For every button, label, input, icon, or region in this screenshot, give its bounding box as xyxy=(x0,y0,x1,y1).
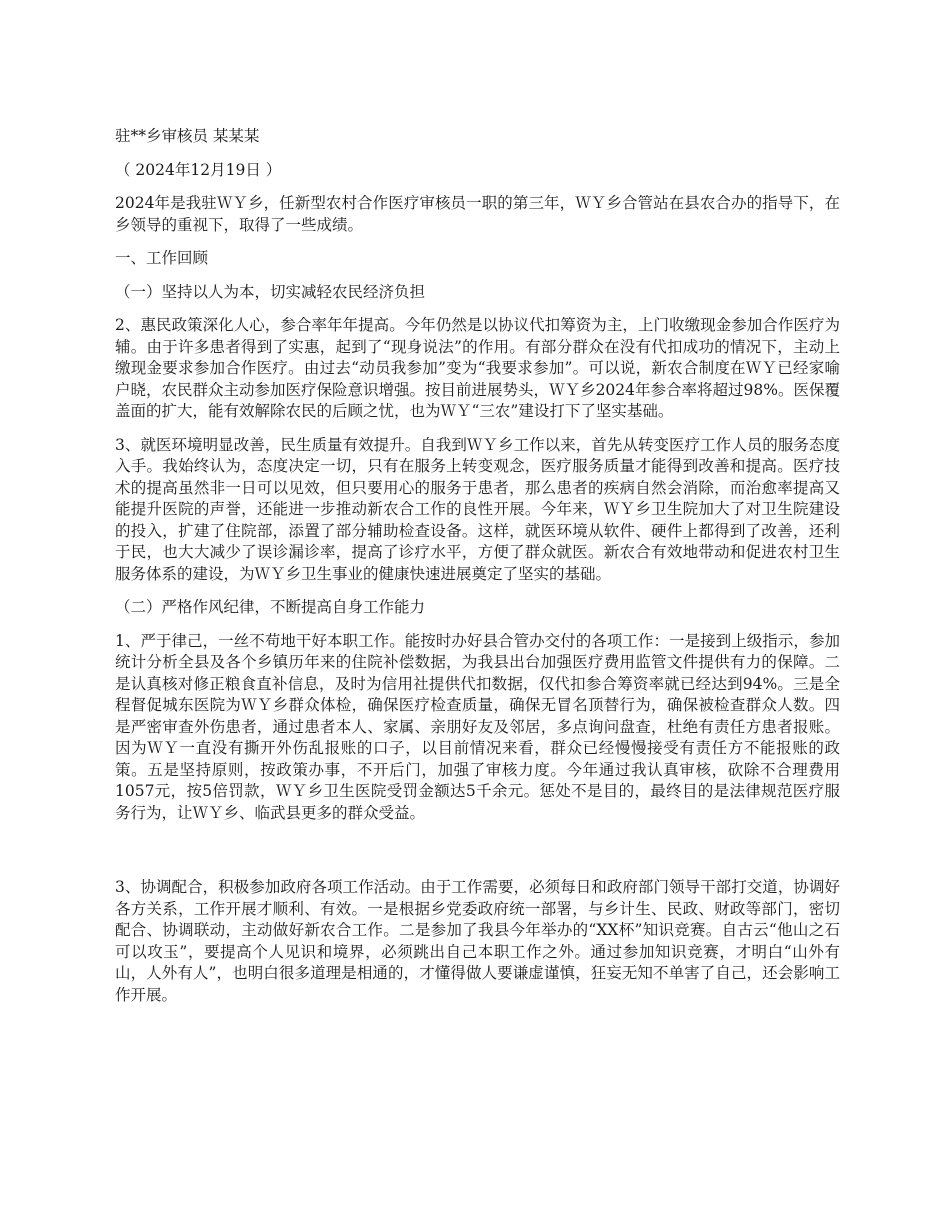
paragraph-medical-environment: 3、就医环境明显改善，民生质量有效提升。自我到ＷＹ乡工作以来，首先从转变医疗工作人员的服务态度入手。我始终认为，态度决定一切，只有在服务上转变观念，医疗服务质量才能得到改善和提高。医疗技术的提高虽然非一日可以见效，但只要用心的服务于患者，那么患者的疾病自然会消除，而治愈率提高又能提升医院的声誉，还能进一步推动新农合工作的良性开展。今年来，ＷＹ乡卫生院加大了对卫生院建设的投入，扩建了住院部，添置了部分辅助检查设备。这样，就医环境从软件、硬件上都得到了改善，还利于民，也大大减少了误诊漏诊率，提高了诊疗水平，方便了群众就医。新农合有效地带动和促进农村卫生服务体系的建设，为ＷＹ乡卫生事业的健康快速进展奠定了坚实的基础。 xyxy=(115,435,840,583)
subsection-heading-discipline: （二）严格作风纪律，不断提高自身工作能力 xyxy=(115,598,426,616)
intro-paragraph: 2024年是我驻ＷＹ乡，任新型农村合作医疗审核员一职的第三年，ＷＹ乡合管站在县农合办的指导下，在乡领导的重视下，取得了一些成绩。 xyxy=(115,194,840,234)
paragraph-self-discipline: 1、严于律己，一丝不苟地干好本职工作。能按时办好县合管办交付的各项工作：一是接到上级指示，参加统计分析全县及各个乡镇历年来的住院补偿数据，为我县出台加强医疗费用监管文件提供有力的保障。二是认真核对修正粮食直补信息，及时为信用社提供代扣数据，仅代扣参合筹资率就已经达到94%。三是全程督促城东医院为ＷＹ乡群众体检，确保医疗检查质量，确保无冒名顶替行为，确保被检查群众人数。四是严密审查外伤患者，通过患者本人、家属、亲朋好友及邻居，多点询问盘查，杜绝有责任方患者报账。因为ＷＹ一直没有撕开外伤乱报账的口子，以目前情况来看，群众已经慢慢接受有责任方不能报账的政策。五是坚持原则，按政策办事，不开后门，加强了审核力度。今年通过我认真审核，砍除不合理费用1057元，按5倍罚款，ＷＹ乡卫生医院受罚金额达5千余元。惩处不是目的，最终目的是法律规范医疗服务行为，让ＷＹ乡、临武县更多的群众受益。 xyxy=(115,631,840,822)
document-body xyxy=(115,126,840,1018)
subsection-heading-people-oriented: （一）坚持以人为本，切实减轻农民经济负担 xyxy=(115,282,426,301)
paragraph-coordination: 3、协调配合，积极参加政府各项工作活动。由于工作需要，必须每日和政府部门领导干部打交道，协调好各方关系，工作开展才顺利、有效。一是根据乡党委政府统一部署，与乡计生、民政、财政等部门，密切配合、协调联动，主动做好新农合工作。二是参加了我县今年举办的“XX杯”知识竞赛。自古云“他山之石可以攻玉”，要提高个人见识和境界，必须跳出自己本职工作之外。通过参加知识竞赛，才明白“山外有山，人外有人”，也明白很多道理是相通的，才懂得做人要谦虚谨慎，狂妄无知不单害了自己，还会影响工作开展。 xyxy=(115,878,840,1004)
author-line: 驻**乡审核员 某某某 xyxy=(115,127,260,145)
date-line: （ 2024年12月19日 ） xyxy=(115,160,282,179)
paragraph-policy-participation: 2、惠民政策深化人心，参合率年年提高。今年仍然是以协议代扣筹资为主，上门收缴现金参加合作医疗为辅。由于许多患者得到了实惠，起到了“现身说法”的作用。有部分群众在没有代扣成功的情况下，主动上缴现金要求参加合作医疗。由过去“动员我参加”变为“我要求参加”。可以说，新农合制度在ＷＹ已经家喻户晓，农民群众主动参加医疗保险意识增强。按目前进展势头，ＷＹ乡2024年参合率将超过98%。医保覆盖面的扩大，能有效解除农民的后顾之忧，也为ＷＹ“三农”建设打下了坚实基础。 xyxy=(115,316,840,420)
section-heading-work-review: 一、工作回顾 xyxy=(115,249,209,267)
